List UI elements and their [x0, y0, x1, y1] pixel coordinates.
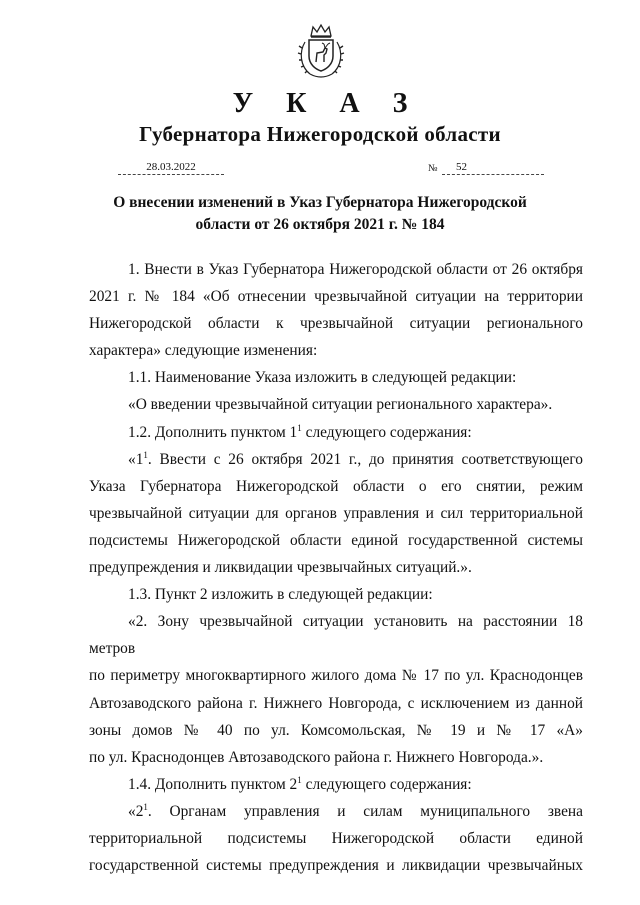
paragraph-new-title: «О введении чрезвычайной ситуации регионального характера».	[128, 396, 553, 414]
text-line: по ул. Краснодонцев Автозаводского района г. Нижнего Новгорода.».	[89, 748, 544, 766]
text-line: предупреждения и ликвидации чрезвычайных ситуаций.».	[89, 559, 472, 577]
text-line: территориальной подсистемы Нижегородской области единой	[89, 829, 583, 847]
issuer-title: Губернатора Нижегородской области	[139, 122, 501, 146]
document-date: 28.03.2022	[118, 160, 224, 175]
paragraph-1-2: 1.2. Дополнить пунктом $1^1$ следующего содержания:	[128, 422, 472, 441]
text-line: подсистемы Нижегородской области единой государственной системы	[89, 531, 583, 549]
text-line: «$2^1$. Органам управления и силам муниципального звена	[128, 801, 583, 820]
coat-of-arms-icon	[296, 22, 346, 80]
paragraph-1-1: 1.1. Наименование Указа изложить в следующей редакции:	[128, 369, 517, 387]
text-line: «$1^1$. Ввести с 26 октября 2021 г., до принятия соответствующего	[128, 449, 583, 468]
text-line: Автозаводского района г. Нижнего Новгорода, с исключением из данной	[89, 694, 583, 712]
text-line: «2. Зону чрезвычайной ситуации установить на расстоянии 18 метров	[89, 613, 583, 658]
text-line: 2021 г. № 184 «Об отнесении чрезвычайной ситуации на территории	[89, 288, 583, 306]
document-body	[89, 256, 583, 879]
subject-line: области от 26 октября 2021 г. № 184	[195, 216, 445, 233]
text-line: Указа Губернатора Нижегородской области о его снятии, режим	[89, 477, 583, 495]
text-line: 1. Внести в Указ Губернатора Нижегородской области от 26 октября	[128, 261, 583, 278]
paragraph-item-1-1	[89, 446, 583, 581]
text-line: по периметру многоквартирного жилого дома № 17 по ул. Краснодонцев	[89, 667, 583, 685]
paragraph-1	[89, 256, 583, 364]
document-number: 52	[442, 160, 544, 175]
paragraph-1-3: 1.3. Пункт 2 изложить в следующей редакции:	[128, 586, 433, 604]
document-type-title: У К А З	[232, 88, 421, 119]
document-subject	[0, 192, 640, 236]
number-label: №	[428, 163, 438, 174]
text-line: характера» следующие изменения:	[89, 342, 318, 360]
text-line: Нижегородской области к чрезвычайной ситуации регионального	[89, 315, 583, 333]
subject-line: О внесении изменений в Указ Губернатора Нижегородской	[113, 194, 527, 211]
paragraph-1-4: 1.4. Дополнить пунктом $2^1$ следующего содержания:	[128, 774, 472, 793]
text-line: зоны домов № 40 по ул. Комсомольская, № 19 и № 17 «А»	[89, 721, 583, 739]
paragraph-item-2	[89, 608, 583, 771]
paragraph-item-2-1	[89, 798, 583, 879]
text-line: чрезвычайной ситуации для органов управления и сил территориальной	[89, 504, 583, 522]
text-line: государственной системы предупреждения и ликвидации чрезвычайных	[89, 857, 583, 875]
